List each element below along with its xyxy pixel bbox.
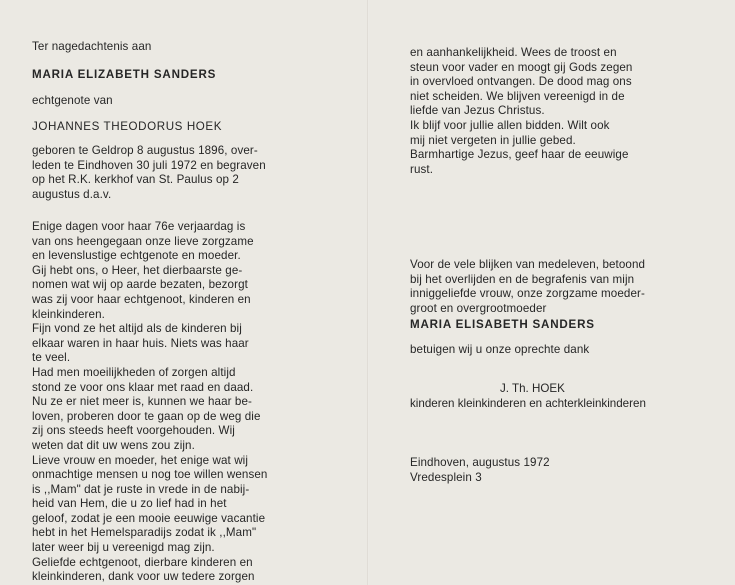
thanks-name-section <box>410 318 595 333</box>
text-line: hebt in het Hemelsparadijs zodat ik ,,Mam" <box>32 526 257 540</box>
continuation-line: steun voor vader en moogt gij Gods zegen <box>410 60 633 74</box>
text-line: zij ons steeds heeft voorgehouden. Wij <box>32 424 235 438</box>
place-date-section <box>410 456 550 485</box>
continuation-line: niet scheiden. We blijven vereenigd in de <box>410 89 625 103</box>
deceased-section <box>32 68 216 83</box>
continuation-line: rust. <box>410 162 434 176</box>
text-line: kleinkinderen. <box>32 307 105 321</box>
birth-line: op het R.K. kerkhof van St. Paulus op 2 <box>32 173 239 187</box>
continuation-line: mij niet vergeten in jullie gebed. <box>410 133 576 147</box>
deceased-name: MARIA ELIZABETH SANDERS <box>32 68 217 81</box>
text-line: Nu ze er niet meer is, kunnen we haar be- <box>32 395 252 409</box>
spouse-intro: echtgenote van <box>32 94 113 107</box>
signature-section <box>500 382 565 397</box>
continuation-line: Ik blijf voor jullie allen bidden. Wilt ook <box>410 118 610 132</box>
spouse-section <box>32 120 222 135</box>
continuation-line: in overvloed ontvangen. De dood mag ons <box>410 75 632 89</box>
thanks-line: groot en overgrootmoeder <box>410 301 547 315</box>
thanks-closing: betuigen wij u onze oprechte dank <box>410 343 590 356</box>
thanks-line: inniggeliefde vrouw, onze zorgzame moeder- <box>410 287 645 301</box>
text-line: Had men moeilijkheden of zorgen altijd <box>32 365 236 379</box>
text-line: van ons heengegaan onze lieve zorgzame <box>32 234 254 248</box>
signature-family: kinderen kleinkinderen en achterkleinkinderen <box>410 397 646 410</box>
text-line: en levenslustige echtgenote en moeder. <box>32 249 241 263</box>
thanks-closing-section <box>410 343 589 358</box>
text-line: Lieve vrouw en moeder, het enige wat wij <box>32 453 249 467</box>
text-line: stond ze voor ons klaar met raad en daad. <box>32 380 254 394</box>
text-line: later weer bij u vereenigd mag zijn. <box>32 541 215 555</box>
continuation-line: liefde van Jezus Christus. <box>410 104 545 118</box>
memorial-intro: Ter nagedachtenis aan <box>32 40 152 53</box>
continuation-line: Barmhartige Jezus, geef haar de eeuwige <box>410 148 629 162</box>
birth-line: leden te Eindhoven 30 juli 1972 en begraven <box>32 158 266 172</box>
spouse-intro-section <box>32 94 113 109</box>
birth-line: geboren te Geldrop 8 augustus 1896, over- <box>32 144 258 157</box>
text-line: elkaar waren in haar huis. Niets was haar <box>32 336 249 350</box>
text-line: loven, proberen door te gaan op de weg die <box>32 409 261 423</box>
text-line: kleinkinderen, dank voor uw tedere zorgen <box>32 570 255 584</box>
continuation-text <box>410 46 632 177</box>
spouse-name: JOHANNES THEODORUS HOEK <box>32 120 223 133</box>
text-line: Fijn vond ze het altijd als de kinderen bij <box>32 322 242 336</box>
text-line: onmachtige mensen u nog toe willen wensen <box>32 468 268 482</box>
thanks-line: Voor de vele blijken van medeleven, betoond <box>410 258 646 271</box>
signature-name: J. Th. HOEK <box>500 382 565 395</box>
address: Vredesplein 3 <box>410 470 482 484</box>
text-line: geloof, zodat je een mooie eeuwige vacantie <box>32 511 266 525</box>
thanks-text <box>410 258 645 316</box>
text-line: heid van Hem, die u zo lief had in het <box>32 497 227 511</box>
thanks-line: bij het overlijden en de begrafenis van mijn <box>410 272 635 286</box>
card-fold <box>367 0 369 585</box>
text-line: Geliefde echtgenoot, dierbare kinderen en <box>32 555 253 569</box>
signature-family-section <box>410 397 646 412</box>
text-line: weten dat dit uw wens zou zijn. <box>32 438 195 452</box>
text-line: nomen wat wij op aarde bezaten, bezorgt <box>32 278 248 292</box>
text-line: is ,,Mam" dat je ruste in vrede in de nabij- <box>32 482 250 496</box>
memorial-text <box>32 220 267 585</box>
intro-section <box>32 40 151 55</box>
text-line: Gij hebt ons, o Heer, het dierbaarste ge- <box>32 263 243 277</box>
birth-line: augustus d.a.v. <box>32 187 112 201</box>
thanks-name: MARIA ELISABETH SANDERS <box>410 318 595 331</box>
continuation-line: en aanhankelijkheid. Wees de troost en <box>410 46 617 59</box>
birth-death-details <box>32 144 266 202</box>
place-date: Eindhoven, augustus 1972 <box>410 456 550 469</box>
text-line: was zij voor haar echtgenoot, kinderen en <box>32 292 251 306</box>
text-line: Enige dagen voor haar 76e verjaardag is <box>32 220 246 233</box>
text-line: te veel. <box>32 351 71 365</box>
